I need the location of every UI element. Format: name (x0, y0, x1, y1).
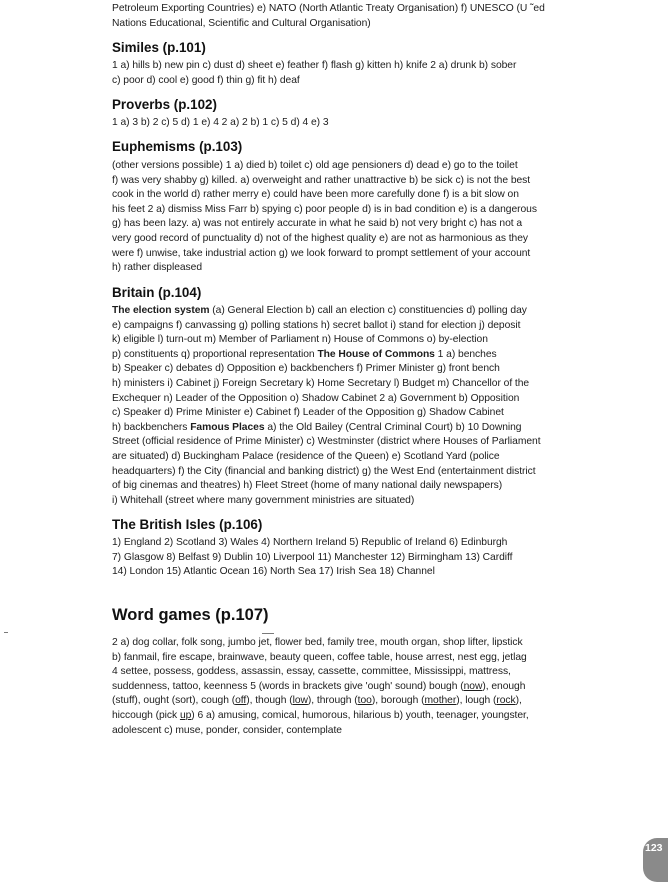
intro-text (112, 2, 545, 31)
section-heading-euphemisms: Euphemisms (p.103) (112, 139, 243, 154)
subsection-title: The election system (112, 305, 210, 316)
section-heading-proverbs: Proverbs (p.102) (112, 97, 217, 112)
subsection-title: The House of Commons (317, 348, 435, 360)
answer-line: suddenness, tattoo, keenness 5 (words in brackets give 'ough' sound) bough (now), enough (112, 680, 526, 692)
answer-line: b) Speaker c) debates d) Opposition e) backbenchers f) Primer Minister g) front bench (112, 363, 500, 375)
subsection-title: Famous Places (190, 421, 265, 433)
intro-line: Nations Educational, Scientific and Cultural Organisation) (112, 17, 371, 29)
answer-line: very good record of punctuality d) not of the highest quality e) are not as harmonious as they (112, 232, 529, 244)
answer-line: Street (official residence of Prime Minister) c) Westminster (district where Houses of Parliament (112, 436, 541, 448)
answer-line: hiccough (pick up) 6 a) amusing, comical, humorous, hilarious b) youth, teenager, youngster, (112, 709, 529, 721)
answer-line: e) campaigns f) canvassing g) polling stations h) secret ballot i) stand for election j) deposit (112, 319, 521, 331)
scan-mark (4, 632, 8, 633)
answer-line: h) ministers i) Cabinet j) Foreign Secretary k) Home Secretary l) Budget m) Chancellor of the (112, 377, 530, 389)
answer-line: were f) unwise, take industrial action g) we look forward to prompt settlement of your account (112, 247, 531, 259)
answer-line: (other versions possible) 1 a) died b) toilet c) old age pensioners d) dead e) go to the toilet (112, 160, 518, 171)
euphemisms-answers (112, 159, 537, 276)
answer-line: Exchequer n) Leader of the Opposition o) Shadow Cabinet 2 a) Government b) Opposition (112, 392, 520, 404)
answer-line: are situated) d) Buckingham Palace (residence of the Queen) e) Scotland Yard (police (112, 450, 500, 462)
answer-line: b) fanmail, fire escape, brainwave, beauty queen, coffee table, house arrest, nest egg, jetlag (112, 651, 527, 663)
answer-line: headquarters) f) the City (financial and banking district) g) the West End (entertainment district (112, 465, 536, 477)
britain-answers (112, 304, 541, 508)
answer-line: g) has been lazy. a) was not entirely accurate in what he said b) not very bright c) has not a (112, 218, 523, 230)
similes-answers (112, 59, 516, 88)
section-heading-britain: Britain (p.104) (112, 285, 202, 300)
section-heading-similes: Similes (p.101) (112, 40, 206, 55)
section-heading-word-games: Word games (p.107) (112, 606, 269, 624)
answer-line: his feet 2 a) dismiss Miss Farr b) spying c) poor people d) is in bad condition e) is a dangerous (112, 203, 537, 215)
answer-line: c) poor d) cool e) good f) thin g) fit h) deaf (112, 74, 300, 86)
answer-line: cook in the world d) rather merry e) could have been more carefully done f) is a bit slow on (112, 189, 519, 201)
answer-line: The election system (a) General Election b) call an election c) constituencies d) polling day (112, 305, 527, 316)
answer-line: (stuff), ought (sort), cough (off), though (low), through (too), borough (mother), lough (rock), (112, 695, 522, 707)
answer-line: p) constituents q) proportional representation The House of Commons 1 a) benches (112, 348, 497, 360)
word-games-answers (112, 636, 529, 738)
answer-line: of big cinemas and theatres) h) Fleet Street (home of many national daily newspapers) (112, 480, 503, 492)
answer-line: 14) London 15) Atlantic Ocean 16) North Sea 17) Irish Sea 18) Channel (112, 566, 435, 578)
page-number-tab (643, 838, 668, 882)
section-heading-british-isles: The British Isles (p.106) (112, 517, 263, 532)
answer-line: adolescent c) muse, ponder, consider, contemplate (112, 724, 342, 736)
proverbs-answers (112, 116, 329, 131)
answer-line: i) Whitehall (street where many government ministries are situated) (112, 494, 415, 506)
answer-line: h) rather displeased (112, 262, 203, 274)
answer-line: f) was very shabby g) killed. a) overweight and rather unattractive b) be sick c) is not the best (112, 174, 531, 186)
answer-line: 1 a) hills b) new pin c) dust d) sheet e) feather f) flash g) kitten h) knife 2 a) drunk b) sober (112, 60, 517, 71)
answer-line: 7) Glasgow 8) Belfast 9) Dublin 10) Liverpool 11) Manchester 12) Birmingham 13) Cardiff (112, 551, 513, 563)
page-number: 123 (645, 842, 663, 854)
answer-line: c) Speaker d) Prime Minister e) Cabinet f) Leader of the Opposition g) Shadow Cabinet (112, 407, 504, 419)
answer-line: k) eligible l) turn-out m) Member of Parliament n) House of Commons o) by-election (112, 334, 488, 346)
answer-line: 1) England 2) Scotland 3) Wales 4) Northern Ireland 5) Republic of Ireland 6) Edinburgh (112, 537, 508, 548)
answer-line: 4 settee, possess, goddess, assassin, essay, cassette, committee, Mississippi, mattress, (112, 666, 511, 678)
answer-line: 2 a) dog collar, folk song, jumbo jet, flower bed, family tree, mouth organ, shop lifter, lipstick (112, 637, 523, 648)
answer-line: 1 a) 3 b) 2 c) 5 d) 1 e) 4 2 a) 2 b) 1 c) 5 d) 4 e) 3 (112, 117, 329, 128)
intro-line: Petroleum Exporting Countries) e) NATO (North Atlantic Treaty Organisation) f) UNESCO (U ˜ed (112, 3, 545, 14)
british-isles-answers (112, 536, 512, 580)
answer-line: h) backbenchers Famous Places a) the Old Bailey (Central Criminal Court) b) 10 Downing (112, 421, 522, 433)
scan-mark (262, 633, 274, 634)
